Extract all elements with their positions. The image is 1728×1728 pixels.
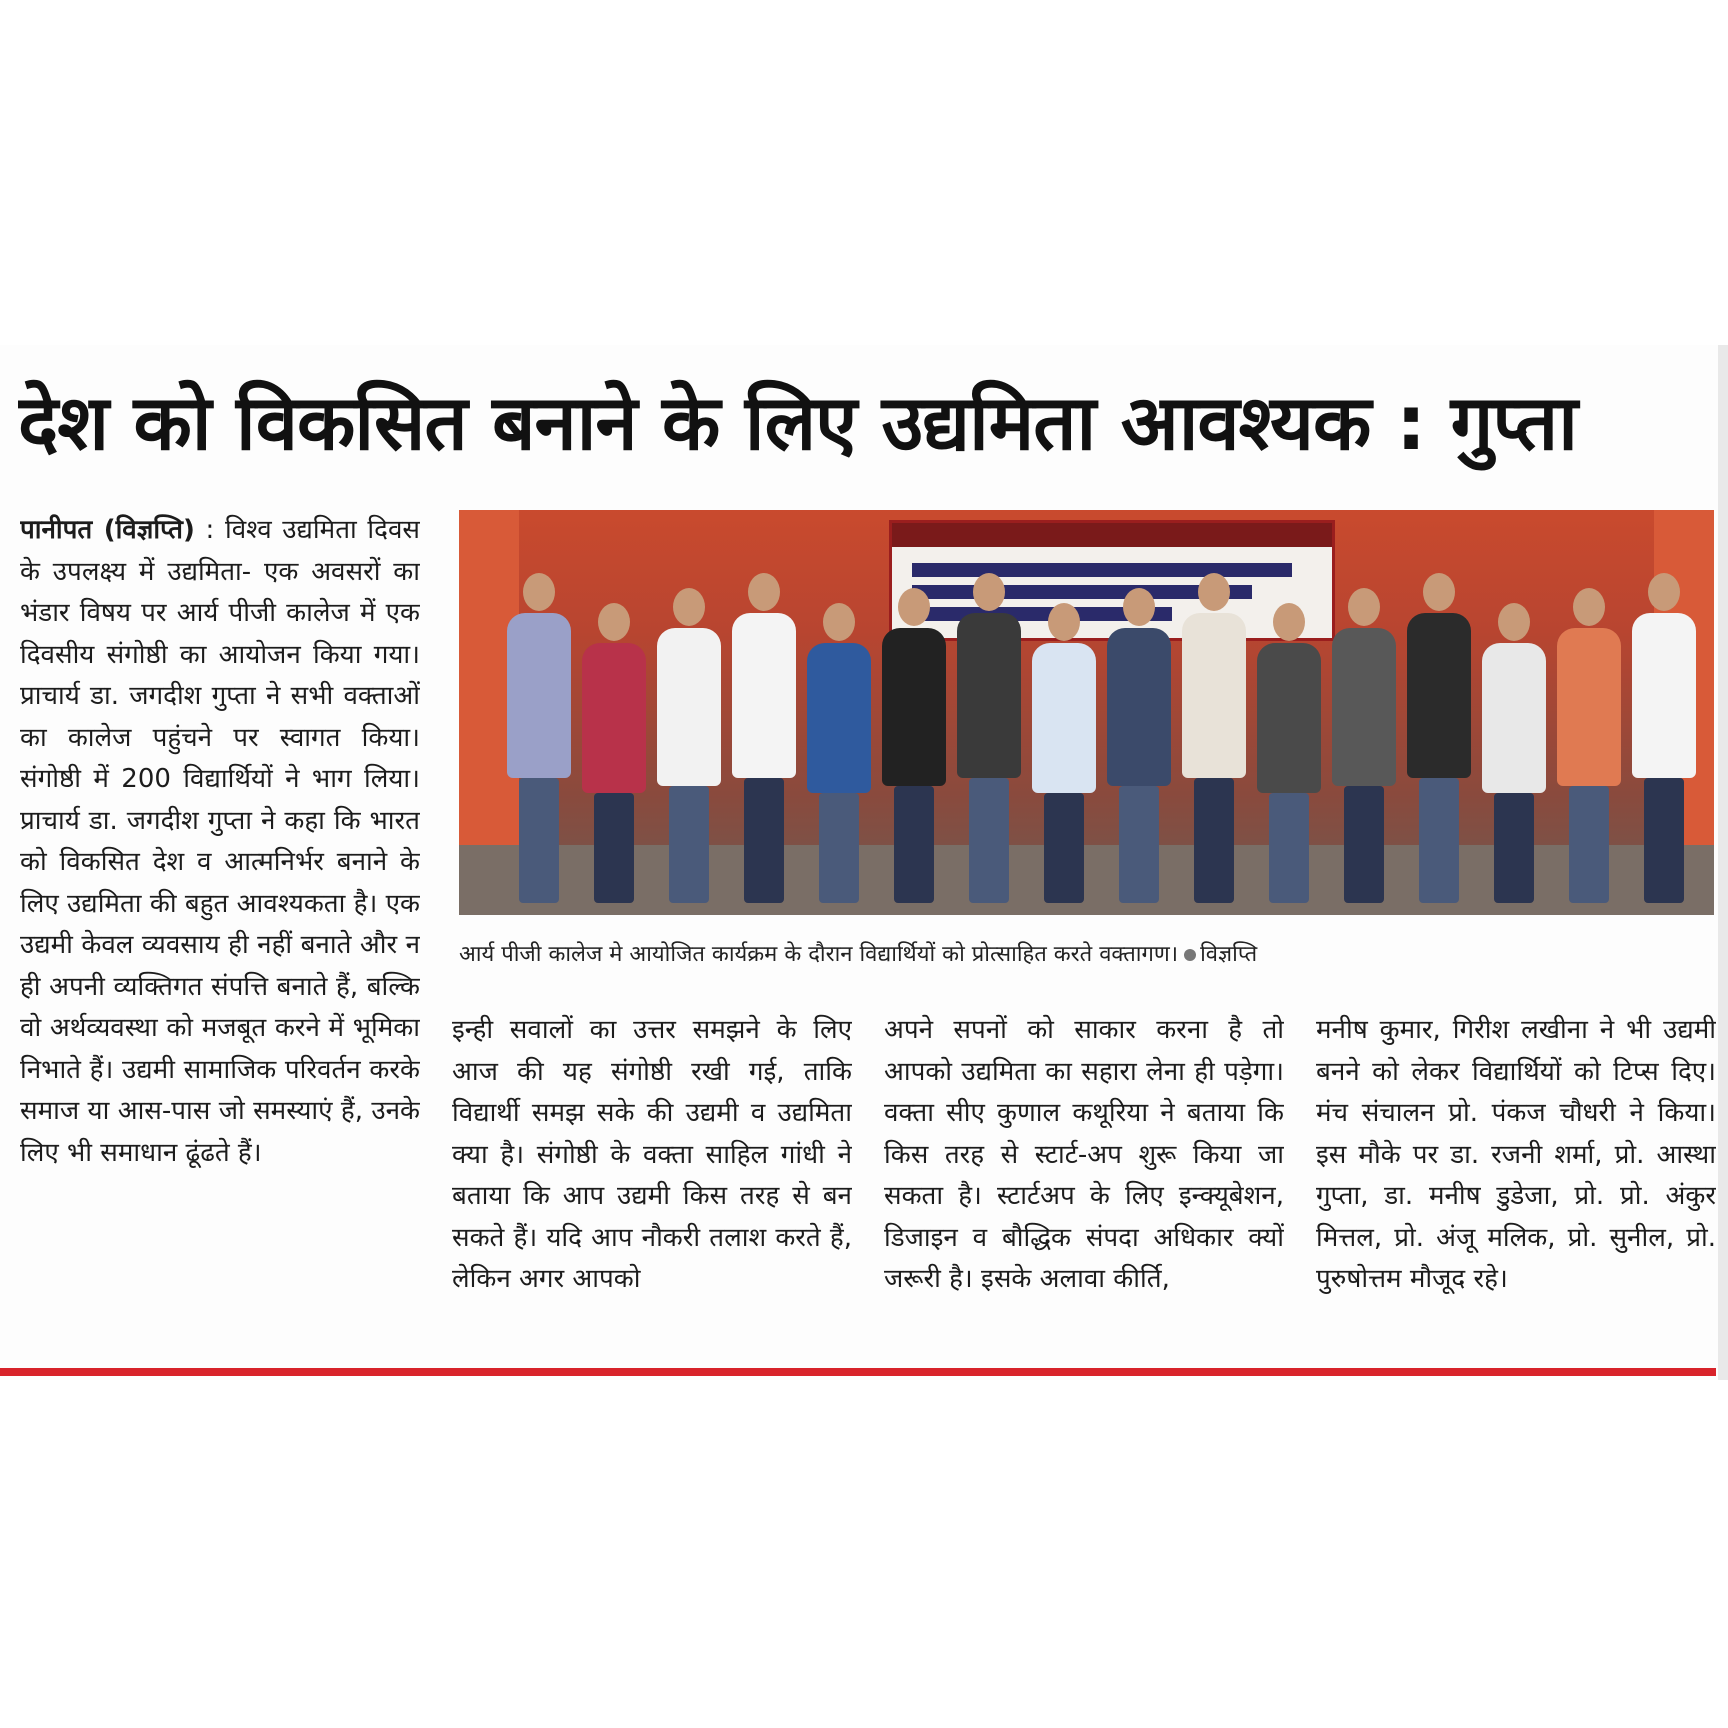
page-edge <box>1718 345 1728 1380</box>
dateline: पानीपत (विज्ञप्ति) <box>20 515 195 545</box>
caption-text: आर्य पीजी कालेज मे आयोजित कार्यक्रम के दौरान विद्यार्थियों को प्रोत्साहित करते वक्तागण। <box>459 942 1179 967</box>
article-column-3: अपने सपनों को साकार करना है तो आपको उद्यमिता का सहारा लेना ही पड़ेगा। वक्ता सीए कुणाल कथूरिया ने बताया कि किस तरह से स्टार्ट-अप शुरू किया जा सकता है। स्टार्टअप के लिए इन्क्यूबेशन, डिजाइन व बौद्धिक संपदा अधिकार क्यों जरूरी है। इसके अलावा कीर्ति, <box>884 1015 1284 1294</box>
person-silhouette <box>1249 603 1329 903</box>
person-silhouette <box>799 603 879 903</box>
person-silhouette <box>1399 573 1479 903</box>
person-silhouette <box>1099 588 1179 903</box>
person-silhouette <box>1549 588 1629 903</box>
person-silhouette <box>1174 573 1254 903</box>
person-silhouette <box>949 573 1029 903</box>
person-silhouette <box>499 573 579 903</box>
person-silhouette <box>724 573 804 903</box>
bottom-red-rule <box>0 1368 1716 1376</box>
caption-credit: विज्ञप्ति <box>1200 942 1258 967</box>
person-silhouette <box>874 588 954 903</box>
bullet-icon <box>1184 949 1196 961</box>
person-silhouette <box>1324 588 1404 903</box>
photo-caption <box>459 940 1714 970</box>
article-column-2: इन्ही सवालों का उत्तर समझने के लिए आज की यह संगोष्ठी रखी गई, ताकि विद्यार्थी समझ सके की उद्यमी व उद्यमिता क्या है। संगोष्ठी के वक्ता साहिल गांधी ने बताया कि आप उद्यमी किस तरह से बन सकते हैं। यदि आप नौकरी तलाश करते हैं, लेकिन अगर आपको <box>452 1015 852 1294</box>
person-silhouette <box>1474 603 1554 903</box>
headline: देश को विकसित बनाने के लिए उद्यमिता आवश्यक : गुप्ता <box>18 378 1577 467</box>
person-silhouette <box>574 603 654 903</box>
article-column-4: मनीष कुमार, गिरीश लखीना ने भी उद्यमी बनने को लेकर विद्यार्थियों को टिप्स दिए। मंच संचालन प्रो. पंकज चौधरी ने किया। इस मौके पर डा. रजनी शर्मा, प्रो. आस्था गुप्ता, डा. मनीष डुडेजा, प्रो. प्रो. अंकुर मित्तल, प्रो. अंजू मलिक, प्रो. सुनील, प्रो. पुरुषोत्तम मौजूद रहे। <box>1316 1015 1716 1294</box>
event-group-photo <box>459 510 1714 915</box>
person-silhouette <box>1024 603 1104 903</box>
person-silhouette <box>649 588 729 903</box>
article-column-1 <box>20 510 420 1340</box>
column-1-text: : विश्व उद्यमिता दिवस के उपलक्ष्य में उद्यमिता- एक अवसरों का भंडार विषय पर आर्य पीजी कालेज में एक दिवसीय संगोष्ठी का आयोजन किया गया। प्राचार्य डा. जगदीश गुप्ता ने सभी वक्ताओं का कालेज पहुंचने पर स्वागत किया। संगोष्ठी में 200 विद्यार्थियों ने भाग लिया। प्राचार्य डा. जगदीश गुप्ता ने कहा कि भारत को विकसित देश व आत्मनिर्भर बनाने के लिए उद्यमिता की बहुत आवश्यकता है। एक उद्यमी केवल व्यवसाय ही नहीं बनाते और न ही अपनी व्यक्तिगत संपत्ति बनाते हैं, बल्कि वो अर्थव्यवस्था को मजबूत करने में भूमिका निभाते हैं। उद्यमी सामाजिक परिवर्तन करके समाज या आस-पास जो समस्याएं हैं, उनके लिए भी समाधान ढूंढते हैं। <box>20 515 420 1168</box>
person-silhouette <box>1624 573 1704 903</box>
